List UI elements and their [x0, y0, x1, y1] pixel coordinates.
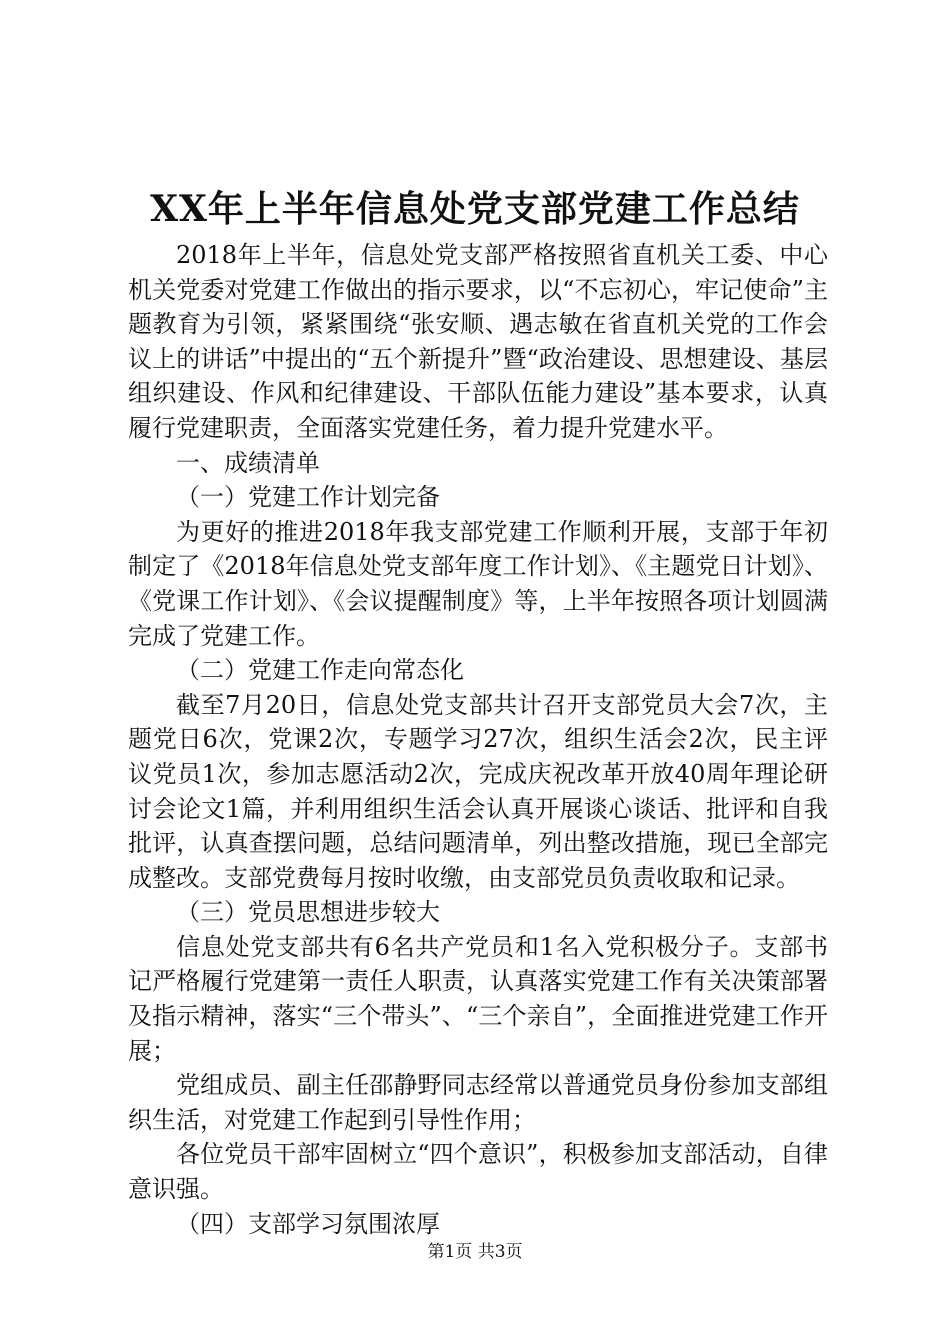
- paragraph: 党组成员、副主任邵静野同志经常以普通党员身份参加支部组织生活，对党建工作起到引导性作用；: [128, 1071, 828, 1134]
- paragraph: 信息处党支部共有6名共产党员和1名入党积极分子。支部书记严格履行党建第一责任人职责，认真落实党建工作有关决策部署及指示精神，落实“三个带头”、“三个亲自”，全面推进党建工作开展；: [128, 932, 828, 1065]
- subsection-heading: （三）党员思想进步较大: [176, 898, 440, 927]
- section-heading: 一、成绩清单: [176, 448, 320, 477]
- page-footer: 第1页 共3页: [427, 1242, 523, 1262]
- paragraph-intro: 2018年上半年，信息处党支部严格按照省直机关工委、中心机关党委对党建工作做出的指示要求，以“不忘初心，牢记使命”主题教育为引领，紧紧围绕“张安顺、遇志敏在省直机关党的工作会议上的讲话”中提出的“五个新提升”暨“政治建设、思想建设、基层组织建设、作风和纪律建设、干部队伍能力建设”基本要求，认真履行党建职责，全面落实党建任务，着力提升党建水平。: [128, 241, 828, 442]
- document-body: [128, 238, 828, 1241]
- paragraph: 为更好的推进2018年我支部党建工作顺利开展，支部于年初制定了《2018年信息处党支部年度工作计划》、《主题党日计划》、《党课工作计划》、《会议提醒制度》等，上半年按照各项计划圆满完成了党建工作。: [128, 517, 828, 650]
- subsection-heading: （四）支部学习氛围浓厚: [176, 1209, 440, 1238]
- subsection-heading: （一）党建工作计划完备: [176, 483, 440, 512]
- paragraph: 截至7月20日，信息处党支部共计召开支部党员大会7次，主题党日6次，党课2次，专题学习27次，组织生活会2次，民主评议党员1次，参加志愿活动2次，完成庆祝改革开放40周年理论研讨会论文1篇，并利用组织生活会认真开展谈心谈话、批评和自我批评，认真查摆问题，总结问题清单，列出整改措施，现已全部完成整改。支部党费每月按时收缴，由支部党员负责收取和记录。: [128, 690, 828, 892]
- document-title: XX年上半年信息处党支部党建工作总结: [150, 188, 800, 230]
- paragraph: 各位党员干部牢固树立“四个意识”，积极参加支部活动，自律意识强。: [128, 1140, 828, 1204]
- subsection-heading: （二）党建工作走向常态化: [176, 656, 464, 685]
